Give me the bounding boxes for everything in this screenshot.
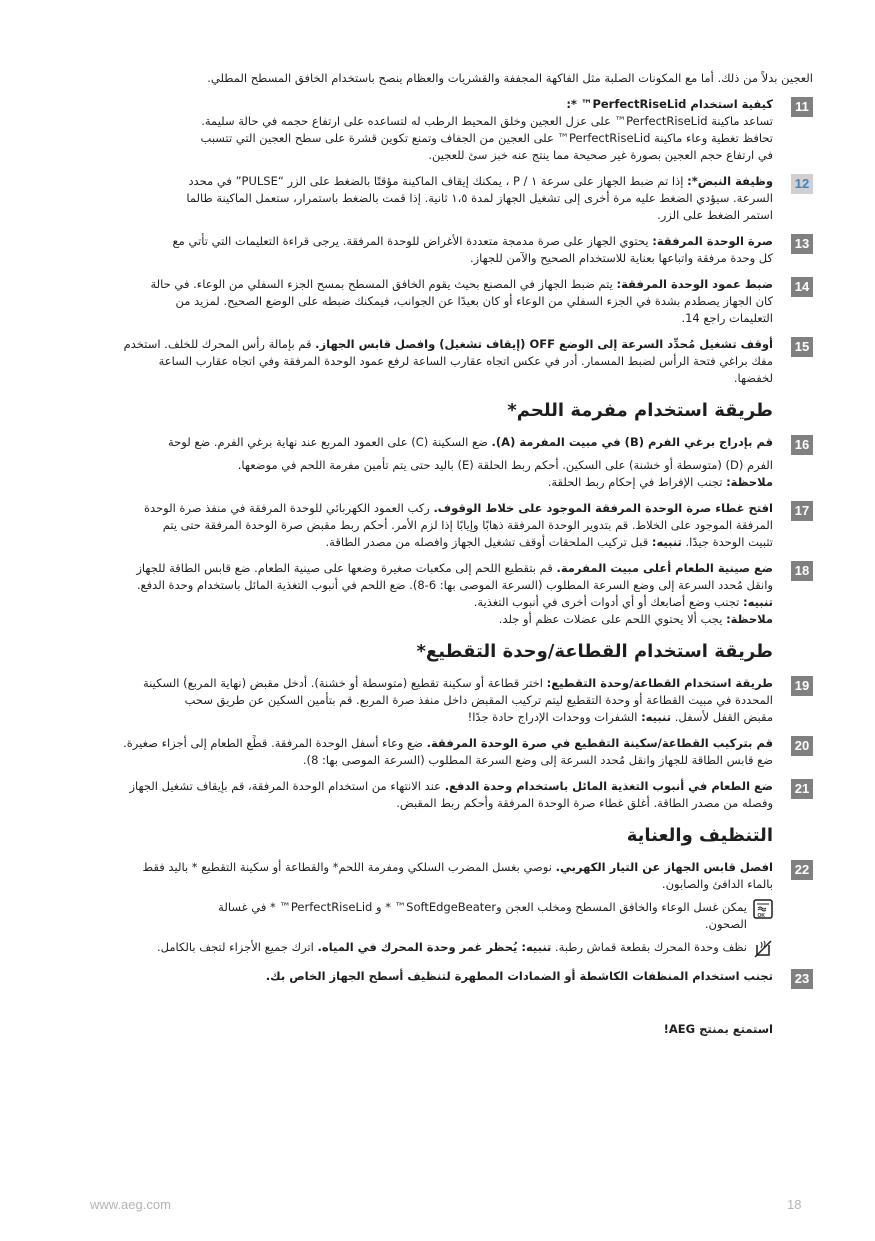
section-text: المرفقة الموجود على الخلاط. قم بتدوير الوحدة المرفقة ذهابًا وإيابًا إذا لزم الأمر. أحكم ربط مقبض صرة الوحدة المرفقة حتى يتم — [162, 518, 773, 532]
dishwasher-note — [108, 899, 773, 933]
warning-label: تنبيه: — [651, 535, 682, 549]
section-title: ضع صينية الطعام أعلى مبيت المفرمة. — [556, 561, 773, 575]
manual-page — [108, 70, 813, 1038]
section-text: إذا تم ضبط الجهاز على سرعة ١ / P ، يمكنك إيقاف الماكينة مؤقتًا بالضغط على الزر “PULSE” في محدد — [188, 174, 684, 188]
section-text: تساعد ماكينة PerfectRiseLid™ على عزل العجين وخلق المحيط الرطب له لتساعده على ارتفاع حجمه في حالة سليمة. — [201, 114, 773, 128]
section-text: في ارتفاع حجم العجين بصورة غير صحيحة مما ينتج عنه خبز سئ للعجين. — [428, 148, 773, 162]
step-number: 17 — [791, 501, 813, 521]
step-number: 16 — [791, 435, 813, 455]
warning-text: تجنب وضع أصابعك أو أي أدوات أخرى في أنبوب التغذية. — [473, 595, 740, 609]
note-text: تجنب الإفراط في إحكام ربط الحلقة. — [547, 475, 723, 489]
section-text: وانقل مُحدد السرعة إلى وضع السرعة المطلوب (السرعة الموصى بها: 6-8). ضع اللحم في أنبوب التغذية المائل باستخدام وحدة الدفع. — [136, 578, 773, 592]
section-22 — [108, 859, 813, 959]
note-label: ملاحظة: — [726, 612, 773, 626]
step-number: 21 — [791, 779, 813, 799]
section-text: نوصي بغسل المضرب السلكي ومفرمة اللحم* والقطاعة أو سكينة التقطيع * باليد فقط — [142, 860, 552, 874]
section-text: الفرم (D) (متوسطة أو خشنة) على السكين. أحكم ربط الحلقة (E) باليد حتى يتم تأمين مفرمة اللحم في موضعها. — [237, 458, 773, 472]
intro-text: العجين بدلاً من ذلك. أما مع المكونات الصلبة مثل الفاكهة المجففة والقشريات والعظام ينصح باستخدام الخافق المسطح المطلي. — [207, 71, 813, 85]
section-18 — [108, 560, 813, 628]
footer-url[interactable]: www.aeg.com — [90, 1197, 171, 1212]
step-number: 14 — [791, 277, 813, 297]
section-11 — [108, 96, 813, 164]
section-title: أوقف تشغيل مُحدِّد السرعة إلى الوضع OFF (إيقاف تشغيل) وافصل قابس الجهاز. — [315, 337, 773, 351]
heading-care: التنظيف والعناية — [626, 825, 773, 846]
step-number: 15 — [791, 337, 813, 357]
note-label: ملاحظة: — [726, 475, 773, 489]
warning-text: تنبيه: يُحظر غمر وحدة المحرك في المياه. — [317, 940, 552, 954]
section-text: تحافظ تغطية وعاء ماكينة PerfectRiseLid™ على العجين من الجفاف وتمنع تكوين قشرة على سطح العجين التي تتسبب — [200, 131, 773, 145]
section-title: افتح غطاء صرة الوحدة المرفقة الموجود على خلاط الوقوف. — [433, 501, 773, 515]
svg-text:OK: OK — [757, 913, 765, 919]
section-text: تثبيت الوحدة جيدًا. — [685, 535, 773, 549]
section-text: ركب العمود الكهربائي للوحدة المرفقة في منفذ صرة الوحدة — [143, 501, 430, 515]
step-number: 13 — [791, 234, 813, 254]
heading-mincer: طريقة استخدام مفرمة اللحم* — [507, 400, 773, 421]
motor-cleaning-note — [108, 939, 773, 959]
section-text: ضع قابس الطاقة للجهاز وانقل مُحدد السرعة إلى وضع السرعة المطلوب (السرعة الموصى بها: 8). — [302, 753, 773, 767]
section-title: صرة الوحدة المرفقة: — [652, 234, 773, 248]
section-text: اختر قطاعة أو سكينة تقطيع (متوسطة أو خشنة). أدخل مقبض (نهاية المربع) السكينة — [143, 676, 543, 690]
note-text: يجب ألا يحتوي اللحم على عضلات عظم أو جلد. — [498, 612, 723, 626]
section-text: عند الانتهاء من استخدام الوحدة المرفقة، قم بإيقاف تشغيل الجهاز — [129, 779, 442, 793]
section-text: يحتوي الجهاز على صرة مدمجة متعددة الأغراض للوحدة المرفقة. يرجى قراءة التعليمات التي تأتي مع — [172, 234, 649, 248]
step-number: 18 — [791, 561, 813, 581]
dishwasher-text: يمكن غسل الوعاء والخافق المسطح ومخلب العجن وSoftEdgeBeater™ * و PerfectRiseLid™ * في غسالة — [218, 900, 747, 914]
section-14 — [108, 276, 813, 327]
section-text: ضع وعاء أسفل الوحدة المرفقة. قطِّع الطعام إلى أجزاء صغيرة. — [123, 736, 423, 750]
section-12 — [108, 173, 813, 224]
cleaning-text: نظف وحدة المحرك بقطعة قماش رطبة. — [555, 940, 747, 954]
cleaning-text: اترك جميع الأجزاء لتجف بالكامل. — [156, 940, 314, 954]
section-text: قم بتقطيع اللحم إلى مكعبات صغيرة وضعها على صينية الطعام. ضع قابس الطاقة للجهاز — [136, 561, 553, 575]
section-text: يتم ضبط الجهاز في المصنع بحيث يقوم الخافق المسطح بمسح الجزء السفلي من الوعاء. في حالة — [150, 277, 613, 291]
warning-text: الشفرات ووحدات الإدراج حادة جدًا! — [467, 710, 638, 724]
section-title: وظيفة النبض*: — [687, 174, 773, 188]
section-text: قم بإمالة رأس المحرك للخلف. استخدم — [123, 337, 312, 351]
section-title: افصل قابس الجهاز عن التيار الكهربي. — [555, 860, 773, 874]
section-15 — [108, 336, 813, 387]
step-number: 12 — [791, 174, 813, 194]
section-text: ضع السكينة (C) على العمود المربع عند نهاية برغي الفرم. ضع لوحة — [167, 435, 488, 449]
closing-text: استمتع بمنتج AEG! — [663, 1022, 773, 1036]
section-21 — [108, 778, 813, 812]
section-title: ضع الطعام في أنبوب التغذية المائل باستخدام وحدة الدفع. — [444, 779, 773, 793]
no-immerse-icon — [753, 939, 773, 959]
section-text: مقبض القفل لأسفل. — [674, 710, 773, 724]
section-text: المحددة في مبيت القطاعة أو وحدة التقطيع ليتم تركيب المقبض داخل منفذ صرة المربع. قم بتأمين السكين عن طريق سحب — [184, 693, 773, 707]
section-text: استمر الضغط على الزر. — [657, 208, 773, 222]
section-text: كان الجهاز يصطدم بشدة في الجزء السفلي من الوعاء أو كان بعيدًا عن الجوانب، فيمكنك ضبطه على الوضع الصحيح. لمزيد من — [175, 294, 773, 308]
dishwasher-ok-icon — [753, 899, 773, 919]
section-title: طريقة استخدام القطاعة/وحدة التقطيع: — [546, 676, 773, 690]
page-number: 18 — [787, 1197, 802, 1212]
section-text: لخفضها. — [733, 371, 773, 385]
section-title: ضبط عمود الوحدة المرفقة: — [616, 277, 773, 291]
section-23 — [108, 968, 813, 985]
step-number: 23 — [791, 969, 813, 989]
warning-label: تنبيه: — [743, 595, 773, 609]
section-text: السرعة. سيؤدي الضغط عليه مرة أخرى إلى تشغيل الجهاز لمدة ١،٥ ثانية. إذا قمت بالضغط باستمرار، ستعمل الماكينة طالما — [186, 191, 773, 205]
section-16 — [108, 434, 813, 491]
section-title: كيفية استخدام PerfectRiseLid™ *: — [566, 97, 773, 111]
step-number: 11 — [791, 97, 813, 117]
section-title: قم بتركيب القطاعة/سكينة التقطيع في صرة الوحدة المرفقة. — [426, 736, 773, 750]
section-13 — [108, 233, 813, 267]
warning-label: تنبيه: — [641, 710, 672, 724]
section-text: مفك براغي فتحة الرأس لضبط المسمار. أدر في عكس اتجاه عقارب الساعة لرفع عمود الوحدة المرفقة وفي اتجاه عقارب الساعة — [158, 354, 773, 368]
section-20 — [108, 735, 813, 769]
warning-text: قبل تركيب الملحقات أوقف تشغيل الجهاز وافصله من مصدر الطاقة. — [325, 535, 649, 549]
section-17 — [108, 500, 813, 551]
step-number: 22 — [791, 860, 813, 880]
section-title: قم بإدراج برغي الفرم (B) في مبيت المفرمة (A). — [491, 435, 773, 449]
section-title: تجنب استخدام المنظفات الكاشطة أو الضمادات المطهرة لتنظيف أسطح الجهاز الخاص بك. — [265, 969, 773, 983]
heading-slicer: طريقة استخدام القطاعة/وحدة التقطيع* — [416, 641, 773, 662]
step-number: 19 — [791, 676, 813, 696]
dishwasher-text: الصحون. — [704, 917, 747, 931]
section-text: كل وحدة مرفقة واتباعها بعناية للاستخدام الصحيح والآمن للجهاز. — [469, 251, 773, 265]
section-text: التعليمات راجع 14. — [681, 311, 773, 325]
step-number: 20 — [791, 736, 813, 756]
section-text: بالماء الدافئ والصابون. — [661, 877, 773, 891]
section-19 — [108, 675, 813, 726]
section-text: وفصله من مصدر الطاقة. أغلق غطاء صرة الوحدة المرفقة وأحكم ربط المقبض. — [396, 796, 773, 810]
